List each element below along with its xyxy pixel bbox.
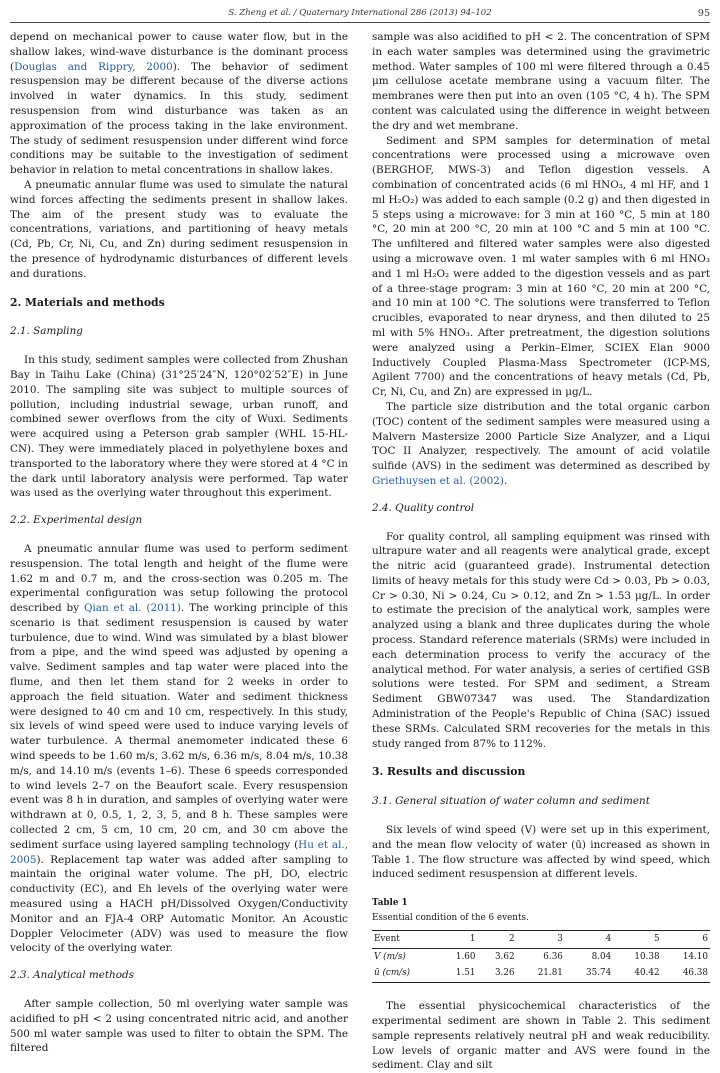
citation-link[interactable]: Griethuysen et al. (2002) bbox=[372, 474, 504, 487]
text-run: . The working principle of this scenario is that sediment resuspension is caused by water turbulence, due to wind. Wind was simulated by a blast blower from a pipe, and the wind speed was adjusted by opening a valve. Sediment samples and tap water were placed into the flume, and then let them stand for 2 weeks in order to approach the field situation. Water and sediment thickness were designed to 40 cm and 10 cm, respectively. In this study, six levels of wind speed were used to induce varying levels of water turbulence. A thermal anemometer indicated these 6 wind speeds to be 1.60 m/s, 3.62 m/s, 6.36 m/s, 8.04 m/s, 10.38 m/s, and 14.10 m/s (events 1–6). These 6 speeds corresponded to wind levels 2–7 on the Beaufort scale. Every resuspension event was 8 h in duration, and samples of overlying water were withdrawn at 0, 0.5, 1, 2, 3, 5, and 8 h. These samples were collected 2 cm, 5 cm, 10 cm, 20 cm, and 30 cm above the sediment surface using layered sampling technology ( bbox=[10, 602, 348, 851]
analytical-paragraph-start: After sample collection, 50 ml overlying water sample was acidified to pH < 2 using concentrated nitric acid, and another 500 ml water sample was used to filter to obtain the SPM. The filtered bbox=[10, 998, 348, 1055]
intro-paragraph-aim: A pneumatic annular flume was used to simulate the natural wind forces affecting the sediments present in shallow lakes. The aim of the present study was to evaluate the concentrations, variations, and partitioning of heavy metals (Cd, Pb, Cr, Ni, Cu, and Zn) during sediment resuspension in the presence of hydrodynamic disturbances of different levels and durations. bbox=[10, 178, 348, 280]
table-header-cell: 5 bbox=[653, 933, 660, 944]
table-row bbox=[372, 965, 710, 982]
particle-size-paragraph bbox=[372, 400, 710, 489]
citation-link[interactable]: Douglas and Rippry, 2000 bbox=[14, 60, 173, 73]
table-cell: 21.81 bbox=[537, 968, 563, 979]
table-cell: 3.26 bbox=[494, 968, 515, 979]
table-cell: 46.38 bbox=[682, 968, 708, 979]
table-cell: 14.10 bbox=[682, 951, 708, 962]
subsection-heading-design: 2.2. Experimental design bbox=[10, 514, 143, 527]
quality-control-paragraph: For quality control, all sampling equipment was rinsed with ultrapure water and all reagents were analytical grade, except the nitric acid (guaranteed grade). Instrumental detection limits of heavy metals for this study were Cd > 0.03, Pb > 0.03, Cr > 0.30, Ni > 0.24, Cu > 0.12, and Zn > 1.53 μg/L. In order to estimate the precision of the analytical work, samples were analyzed using a blank and three duplicates during the whole process. Standard reference materials (SRMs) were included in each determination process to verify the accuracy of the analytical method. For water analysis, a series of certified GSB solutions were tested. For SPM and sediment, a Stream Sediment GBW07347 was used. The Standardization Administration of the People's Republic of China (SAC) issued these SRMs. Calculated SRM recoveries for the metals in this study ranged from 87% to 112%. bbox=[372, 530, 710, 750]
results-paragraph: Six levels of wind speed (V) were set up in this experiment, and the mean flow velocity of water (ū) increased as shown in Table 1. The flow structure was affected by wind speed, which induced sediment resuspension at different levels. bbox=[372, 824, 710, 881]
citation-link[interactable]: Qian et al. (2011) bbox=[83, 602, 181, 615]
section-heading-results: 3. Results and discussion bbox=[372, 765, 526, 779]
section-heading-methods: 2. Materials and methods bbox=[10, 295, 165, 309]
table-cell: 8.04 bbox=[591, 951, 612, 962]
table-cell: 40.42 bbox=[634, 968, 660, 979]
table-header-cell: 6 bbox=[702, 933, 708, 944]
header-rule bbox=[10, 22, 710, 23]
table-header-cell: Event bbox=[374, 933, 400, 944]
table-1 bbox=[372, 930, 710, 983]
design-paragraph bbox=[10, 542, 348, 956]
table-cell: ū (cm/s) bbox=[374, 968, 411, 979]
table-header-cell: 3 bbox=[557, 933, 563, 944]
journal-citation: S. Zheng et al. / Quaternary International 286 (2013) 94–102 bbox=[228, 8, 492, 18]
sampling-paragraph: In this study, sediment samples were collected from Zhushan Bay in Taihu Lake (China) (31°25′24″N, 120°02′52″E) in June 2010. The sampling site was subject to multiple sources of pollution, including industrial sewage, urban runoff, and combined sewer overflows from the city of Wuxi. Sediments were acquired using a Peterson grab sampler (WHL 15-HL-CN). They were immediately placed in polyethylene boxes and transported to the laboratory where they were stored at 4 °C in the dark until laboratory analysis were performed. Tap water was used as the overlying water throughout this experiment. bbox=[10, 354, 348, 500]
left-column bbox=[10, 30, 348, 1056]
table-cell: 6.36 bbox=[543, 951, 563, 962]
analytical-paragraph-continued: sample was also acidified to pH < 2. The concentration of SPM in each water samples was determined using the gravimetric method. Water samples of 100 ml were filtered through a 0.45 μm cellulose acetate membrane using a vacuum filter. The membranes were then put into an oven (105 °C, 4 h). The SPM content was calculated using the difference in weight between the dry and wet membrane. bbox=[372, 31, 710, 132]
citation-link[interactable]: Hu et al., 2005 bbox=[10, 838, 348, 866]
text-run: . bbox=[503, 474, 508, 487]
intro-paragraph-continued bbox=[10, 30, 348, 178]
table-cell: 10.38 bbox=[634, 951, 660, 962]
text-run: depend on mechanical power to cause water flow, but in the shallow lakes, wind-wave disturbance is the dominant process ( bbox=[10, 31, 348, 73]
page-number: 95 bbox=[697, 8, 710, 19]
subsection-heading-sampling: 2.1. Sampling bbox=[10, 325, 83, 338]
subsection-heading-general: 3.1. General situation of water column and sediment bbox=[372, 795, 650, 808]
table-label: Table 1 bbox=[372, 898, 408, 909]
table-row bbox=[372, 948, 710, 965]
results-paragraph-sediment: The essential physicochemical characteristics of the experimental sediment are shown in Table 2. This sediment sample represents relatively neutral pH and weak reducibility. Low levels of organic matter and AVS were found in the sediment. Clay and silt bbox=[372, 1000, 710, 1072]
table-cell: 3.62 bbox=[494, 951, 515, 962]
table-cell: 1.60 bbox=[455, 951, 476, 962]
subsection-heading-quality: 2.4. Quality control bbox=[372, 501, 475, 514]
right-column bbox=[372, 30, 710, 1073]
text-run: ). Replacement tap water was added after sampling to maintain the original water volume. The pH, DO, electric conductivity (EC), and Eh levels of the overlying water were measured using a HACH pH/Dissolved Oxygen/Conductivity Monitor and an FJA-4 ORP Automatic Monitor. An Acoustic Doppler Velocimeter (ADV) was used to measure the flow velocity of the overlying water. bbox=[10, 853, 348, 955]
table-header-row bbox=[372, 930, 710, 948]
table-header-cell: 4 bbox=[605, 933, 612, 944]
table-header-cell: 1 bbox=[469, 933, 476, 944]
text-run: The particle size distribution and the total organic carbon (TOC) content of the sediment samples were measured using a Malvern Mastersize 2000 Particle Size Analyzer, and a Liqui TOC II Analyzer, respectively. The amount of acid volatile sulfide (AVS) in the sediment was determined as described by bbox=[372, 400, 710, 473]
table-cell: 1.51 bbox=[455, 968, 476, 979]
table-caption-text: Essential condition of the 6 events. bbox=[372, 913, 529, 924]
text-run: A pneumatic annular flume was used to perform sediment resuspension. The total length and height of the flume were 1.62 m and 0.7 m, and the cross-section was 0.205 m. The experimental configuration was setup following the protocol described by bbox=[10, 542, 348, 615]
table-caption bbox=[372, 896, 710, 926]
table-header-cell: 2 bbox=[508, 933, 515, 944]
table-cell: 35.74 bbox=[586, 968, 612, 979]
table-cell: V (m/s) bbox=[374, 951, 406, 962]
subsection-heading-analytical: 2.3. Analytical methods bbox=[10, 969, 134, 982]
text-run: ). The behavior of sediment resuspension may be different because of the diverse actions involved in water dynamics. In this study, sediment resuspension from wind disturbance was taken as an approximation of the process taking in the lake environment. The study of sediment resuspension under different wind force conditions may be suitable to the investigation of sediment behavior in relation to metal concentrations in shallow lakes. bbox=[10, 60, 348, 177]
digestion-paragraph: Sediment and SPM samples for determination of metal concentrations were processed using a microwave oven (BERGHOF, MWS-3) and Teflon digestion vessels. A combination of concentrated acids (6 ml HNO₃, 4 ml HF, and 1 ml H₂O₂) was added to each sample (0.2 g) and then digested in 5 steps using a microwave: for 3 min at 160 °C, 5 min at 180 °C, 20 min at 200 °C, 20 min at 100 °C and 5 min at 100 °C. The unfiltered and filtered water samples were also digested using a microwave oven. 1 ml water samples with 6 ml HNO₃ and 1 ml H₂O₂ were added to the digestion vessels and as part of a three-stage program: 3 min at 160 °C, 20 min at 200 °C, and 10 min at 100 °C. The solutions were transferred to Teflon crucibles, evaporated to near dryness, and then diluted to 25 ml with 5% HNO₃. After pretreatment, the digestion solutions were analyzed using a Perkin–Elmer, SCIEX Elan 9000 Inductively Coupled Plasma-Mass Spectrometer (ICP-MS, Agilent 7700) and the concentrations of heavy metals (Cd, Pb, Cr, Ni, Cu, and Zn) are expressed in μg/L. bbox=[372, 134, 710, 399]
